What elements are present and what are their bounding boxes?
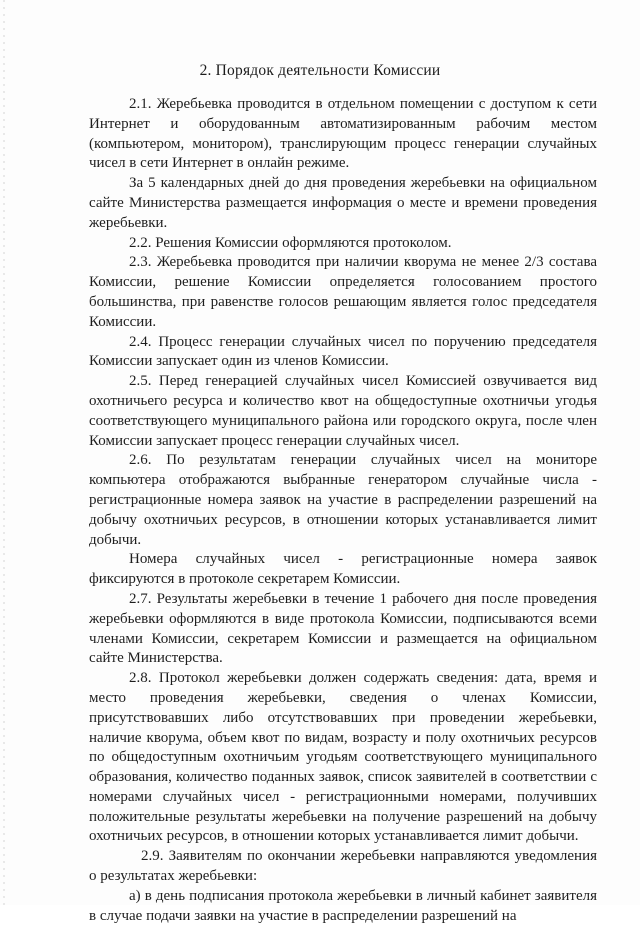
- paragraph-random-numbers: Номера случайных чисел - регистрационные номера заявок фиксируются в протоколе секретарем Комиссии.: [89, 551, 597, 588]
- paragraph-2-5: 2.5. Перед генерацией случайных чисел Комиссией озвучивается вид охотничьего ресурса и количество квот на общедоступные охотничьи угодья соответствующего муниципального района или городского округа, после член Комиссии запускает процесс генерации случайных чисел.: [89, 373, 597, 449]
- paragraph-2-7: 2.7. Результаты жеребьевки в течение 1 рабочего дня после проведения жеребьевки оформляются в виде протокола Комиссии, подписываются всеми членами Комиссии, секретарем Комиссии и размещается на официальном сайте Министерства.: [89, 590, 597, 667]
- paragraph-2-9: 2.9. Заявителям по окончании жеребьевки направляются уведомления о результатах жеребьевки:: [89, 848, 597, 885]
- scan-edge-artifact: [3, 0, 5, 905]
- paragraph-2-1: 2.1. Жеребьевка проводится в отдельном помещении с доступом к сети Интернет и оборудованным автоматизированным рабочим местом (компьютером, монитором), транслирующим процесс генерации случайных чисел в сети Интернет в онлайн режиме.: [89, 96, 597, 172]
- section-heading: 2. Порядок деятельности Комиссии: [199, 62, 441, 79]
- paragraph-2-6: 2.6. По результатам генерации случайных чисел на мониторе компьютера отображаются выбранные генератором случайные числа - регистрационные номера заявок на участие в распределении разрешений на добычу охотничьих ресурсов, в отношении которых устанавливается лимит добычи.: [89, 452, 597, 548]
- paragraph-2-9-a: а) в день подписания протокола жеребьевки в личный кабинет заявителя в случае подачи заявки на участие в распределении разрешений на: [89, 887, 597, 924]
- paragraph-2-3: 2.3. Жеребьевка проводится при наличии кворума не менее 2/3 состава Комиссии, решение Комиссии определяется голосованием простого большинства, при равенстве голосов решающим является голос председателя Комиссии.: [89, 254, 597, 330]
- paragraph-2-4: 2.4. Процесс генерации случайных чисел по поручению председателя Комиссии запускает один из членов Комиссии.: [89, 333, 597, 370]
- paragraph-2-2: 2.2. Решения Комиссии оформляются протоколом.: [129, 234, 452, 251]
- paragraph-announcement: За 5 календарных дней до дня проведения жеребьевки на официальном сайте Министерства размещается информация о месте и времени проведения жеребьевки.: [89, 175, 597, 231]
- document-body: [89, 95, 597, 926]
- paragraph-2-8: 2.8. Протокол жеребьевки должен содержать сведения: дата, время и место проведения жеребьевки, сведения о членах Комиссии, присутствовавших либо отсутствовавших при проведении жеребьевки, наличие кворума, объем квот по видам, возрасту и полу охотничьих ресурсов по общедоступным охотничьим угодьям соответствующего муниципального образования, количество поданных заявок, список заявителей в соответствии с номерами случайных чисел - регистрационными номерами, получивших положительные результаты жеребьевки на получение разрешений на добычу охотничьих ресурсов, в отношении которых устанавливается лимит добычи.: [89, 670, 597, 845]
